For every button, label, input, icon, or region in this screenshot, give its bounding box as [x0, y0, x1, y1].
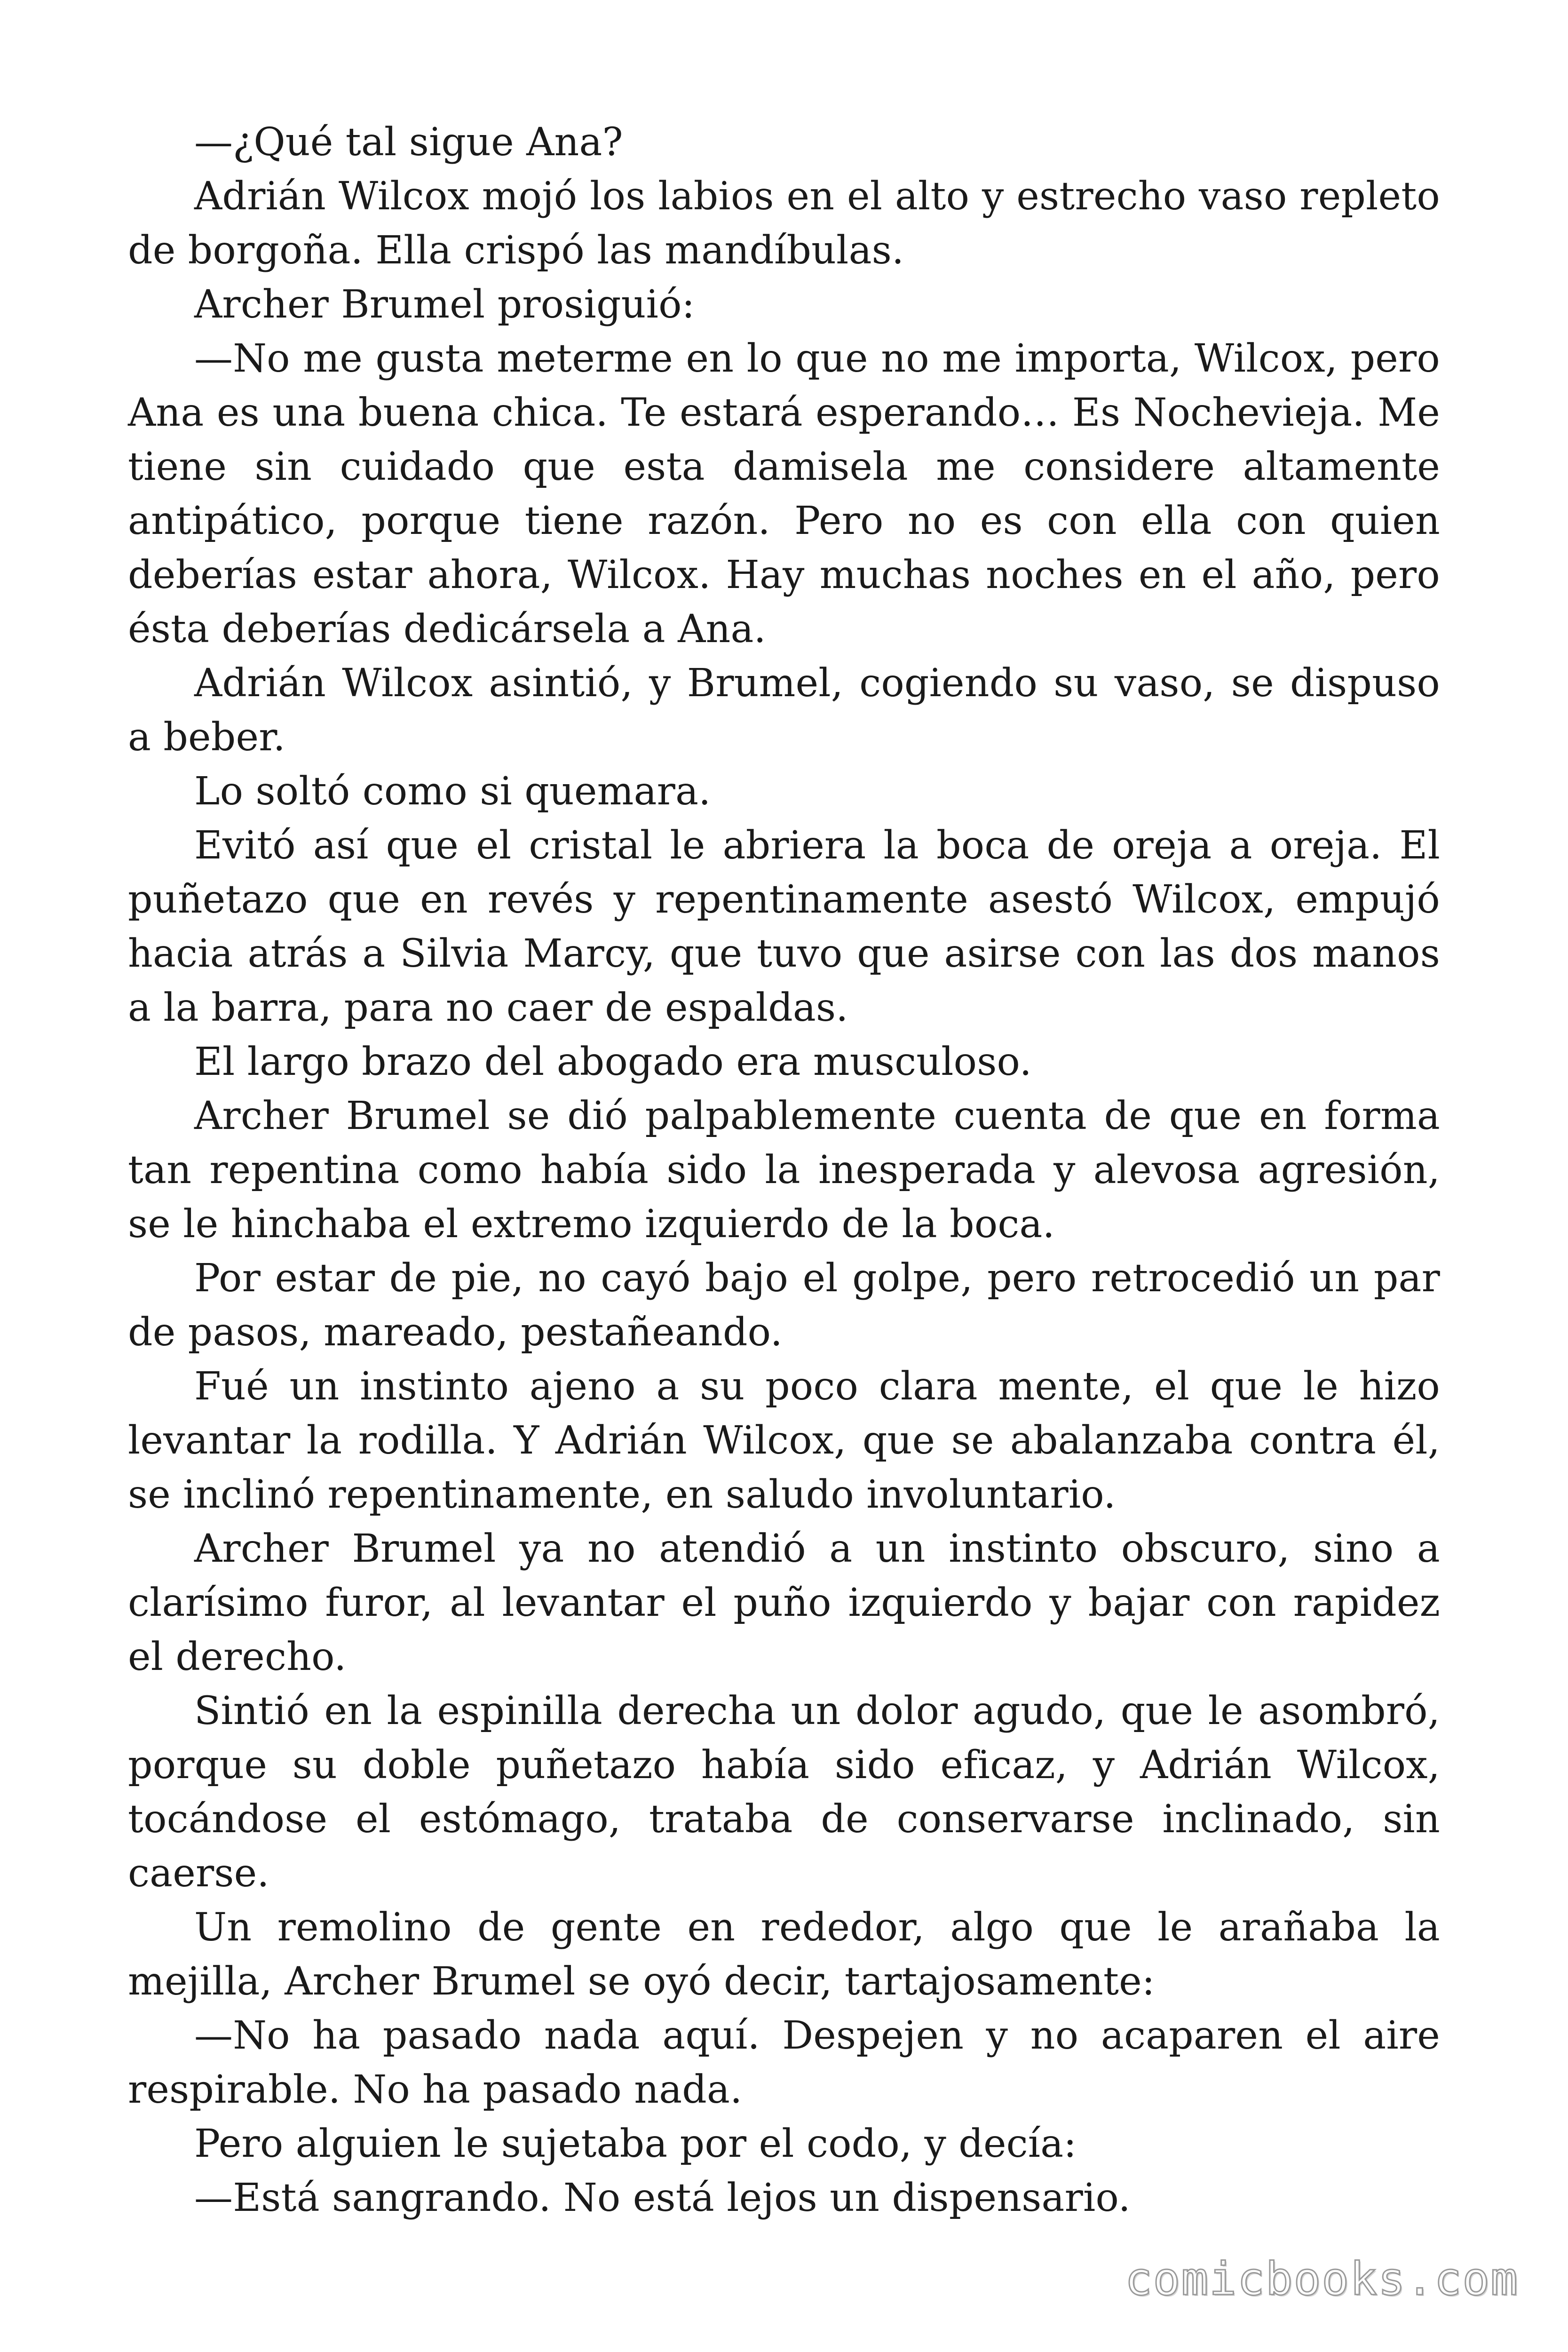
paragraph: El largo brazo del abogado era musculoso.	[194, 1040, 1032, 1084]
paragraph: Por estar de pie, no cayó bajo el golpe, pero retrocedió un par de pasos, mareado, pestañeando.	[128, 1256, 1440, 1355]
paragraph: Sintió en la espinilla derecha un dolor agudo, que le asombró, porque su doble puñetazo había sido eficaz, y Adrián Wilcox, tocándose el estómago, trataba de conservarse inclinado, sin caerse.	[128, 1689, 1440, 1896]
paragraph: Archer Brumel se dió palpablemente cuenta de que en forma tan repentina como había sido la inesperada y alevosa agresión, se le hinchaba el extremo izquierdo de la boca.	[128, 1094, 1440, 1247]
watermark: comicbooks.com	[1125, 2253, 1519, 2305]
paragraph: Adrián Wilcox asintió, y Brumel, cogiendo su vaso, se dispuso a beber.	[128, 661, 1440, 760]
paragraph: Un remolino de gente en rededor, algo que le arañaba la mejilla, Archer Brumel se oyó decir, tartajosamente:	[128, 1905, 1440, 2004]
body-text	[128, 115, 1440, 2225]
paragraph: —No me gusta meterme en lo que no me importa, Wilcox, pero Ana es una buena chica. Te estará esperando… Es Nochevieja. Me tiene sin cuidado que esta damisela me considere altamente antipático, porque tiene razón. Pero no es con ella con quien deberías estar ahora, Wilcox. Hay muchas noches en el año, pero ésta deberías dedicársela a Ana.	[128, 336, 1440, 652]
paragraph: Archer Brumel ya no atendió a un instinto obscuro, sino a clarísimo furor, al levantar el puño izquierdo y bajar con rapidez el derecho.	[128, 1526, 1440, 1679]
paragraph: Evitó así que el cristal le abriera la boca de oreja a oreja. El puñetazo que en revés y repentinamente asestó Wilcox, empujó hacia atrás a Silvia Marcy, que tuvo que asirse con las dos manos a la barra, para no caer de espaldas.	[128, 823, 1440, 1030]
paragraph: —¿Qué tal sigue Ana?	[194, 120, 623, 165]
paragraph: —No ha pasado nada aquí. Despejen y no acaparen el aire respirable. No ha pasado nada.	[128, 2013, 1440, 2112]
paragraph: Pero alguien le sujetaba por el codo, y decía:	[194, 2122, 1077, 2166]
paragraph: Adrián Wilcox mojó los labios en el alto y estrecho vaso repleto de borgoña. Ella crispó las mandíbulas.	[128, 174, 1440, 273]
paragraph: —Está sangrando. No está lejos un dispensario.	[194, 2176, 1131, 2220]
paragraph: Fué un instinto ajeno a su poco clara mente, el que le hizo levantar la rodilla. Y Adrián Wilcox, que se abalanzaba contra él, se inclinó repentinamente, en saludo involuntario.	[128, 1364, 1440, 1517]
paragraph: Archer Brumel prosiguió:	[194, 282, 695, 327]
paragraph: Lo soltó como si quemara.	[194, 769, 711, 814]
